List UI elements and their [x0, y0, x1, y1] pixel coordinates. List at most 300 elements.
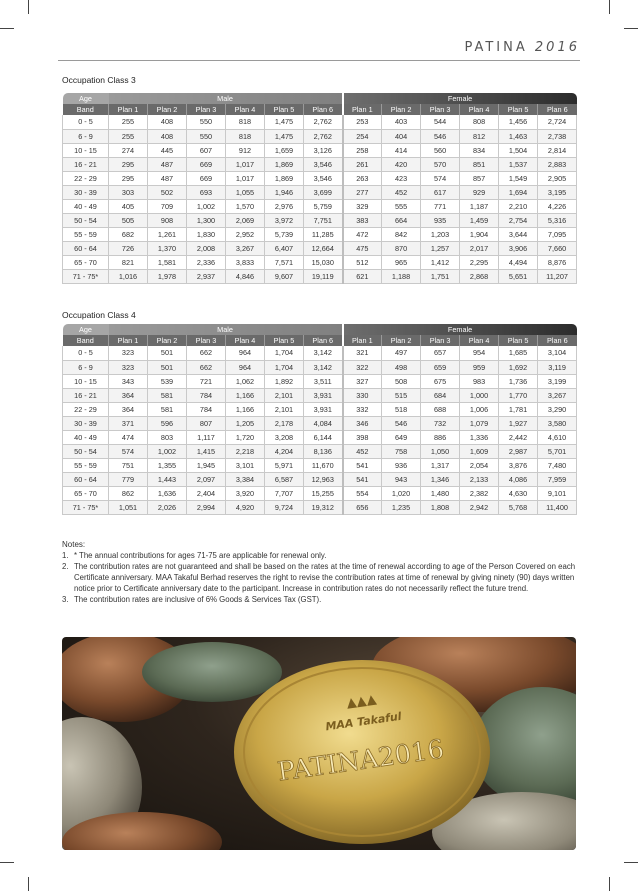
- rate-cell: 3,546: [304, 171, 343, 185]
- rate-cell: 364: [109, 402, 148, 416]
- table-row: [63, 360, 577, 374]
- rate-cell: 669: [187, 157, 226, 171]
- rate-cell: 263: [343, 171, 382, 185]
- rate-cell: 596: [148, 416, 187, 430]
- crop-mark: [28, 0, 29, 14]
- rate-cell: 664: [382, 213, 421, 227]
- rate-cell: 3,511: [304, 374, 343, 388]
- rate-cell: 4,086: [499, 472, 538, 486]
- rate-cell: 1,480: [421, 486, 460, 500]
- table-row: [63, 255, 577, 269]
- class4-title: Occupation Class 4: [62, 310, 136, 320]
- rate-cell: 546: [421, 129, 460, 143]
- rate-cell: 15,030: [304, 255, 343, 269]
- rate-cell: 771: [421, 199, 460, 213]
- class3-rates-table: [62, 93, 577, 284]
- rate-cell: 330: [343, 388, 382, 402]
- table-row: [63, 346, 577, 360]
- age-band-cell: 60 - 64: [63, 472, 109, 486]
- rate-cell: 1,017: [226, 171, 265, 185]
- rate-cell: 807: [187, 416, 226, 430]
- crop-mark: [609, 877, 610, 891]
- age-band-cell: 40 - 49: [63, 199, 109, 213]
- rate-cell: 721: [187, 374, 226, 388]
- rate-cell: 501: [148, 346, 187, 360]
- rate-cell: 1,000: [460, 388, 499, 402]
- rate-cell: 3,126: [304, 143, 343, 157]
- rate-cell: 1,346: [421, 472, 460, 486]
- rate-cell: 19,119: [304, 269, 343, 283]
- rate-cell: 2,404: [187, 486, 226, 500]
- rate-cell: 4,494: [499, 255, 538, 269]
- rate-cell: 1,166: [226, 388, 265, 402]
- rate-cell: 2,883: [538, 157, 577, 171]
- rate-cell: 5,768: [499, 500, 538, 514]
- rate-cell: 3,546: [304, 157, 343, 171]
- rate-cell: 1,736: [499, 374, 538, 388]
- coins-illustration: [62, 637, 576, 850]
- rate-cell: 943: [382, 472, 421, 486]
- rate-cell: 1,187: [460, 199, 499, 213]
- rate-cell: 1,050: [421, 444, 460, 458]
- age-band-cell: 71 - 75*: [63, 269, 109, 283]
- rate-cell: 1,609: [460, 444, 499, 458]
- rate-cell: 6,587: [265, 472, 304, 486]
- age-band-cell: 40 - 49: [63, 430, 109, 444]
- rate-cell: 1,300: [187, 213, 226, 227]
- rate-cell: 7,751: [304, 213, 343, 227]
- rate-cell: 2,017: [460, 241, 499, 255]
- rate-cell: 2,008: [187, 241, 226, 255]
- rate-cell: 505: [109, 213, 148, 227]
- rate-cell: 675: [421, 374, 460, 388]
- rate-cell: 2,218: [226, 444, 265, 458]
- rate-cell: 2,101: [265, 388, 304, 402]
- rate-cell: 607: [187, 143, 226, 157]
- table-row: [63, 213, 577, 227]
- rate-cell: 4,084: [304, 416, 343, 430]
- rate-cell: 383: [343, 213, 382, 227]
- rate-cell: 277: [343, 185, 382, 199]
- table-row: [63, 129, 577, 143]
- band-header: Band: [63, 335, 109, 346]
- rate-cell: 7,959: [538, 472, 577, 486]
- rate-cell: 656: [343, 500, 382, 514]
- rate-cell: 621: [343, 269, 382, 283]
- plan-header: Plan 6: [538, 335, 577, 346]
- age-band-cell: 22 - 29: [63, 171, 109, 185]
- table-row: [63, 143, 577, 157]
- rate-cell: 1,659: [265, 143, 304, 157]
- rate-cell: 2,382: [460, 486, 499, 500]
- rate-cell: 2,952: [226, 227, 265, 241]
- rate-cell: 965: [382, 255, 421, 269]
- rate-cell: 2,442: [499, 430, 538, 444]
- rate-cell: 1,463: [499, 129, 538, 143]
- male-header: Male: [109, 324, 343, 335]
- age-band-cell: 65 - 70: [63, 255, 109, 269]
- rate-cell: 4,204: [265, 444, 304, 458]
- rate-cell: 343: [109, 374, 148, 388]
- rate-cell: 732: [421, 416, 460, 430]
- table-row: [63, 500, 577, 514]
- table-row: [63, 458, 577, 472]
- rate-cell: 3,833: [226, 255, 265, 269]
- rate-cell: 498: [382, 360, 421, 374]
- rate-cell: 5,759: [304, 199, 343, 213]
- rate-cell: 3,931: [304, 388, 343, 402]
- rate-cell: 5,651: [499, 269, 538, 283]
- rate-cell: 2,724: [538, 115, 577, 129]
- rate-cell: 1,704: [265, 346, 304, 360]
- rate-cell: 1,006: [460, 402, 499, 416]
- rate-cell: 1,537: [499, 157, 538, 171]
- rate-cell: 445: [148, 143, 187, 157]
- table-row: [63, 444, 577, 458]
- rate-cell: 574: [421, 171, 460, 185]
- table-row: [63, 115, 577, 129]
- rate-cell: 487: [148, 171, 187, 185]
- rate-cell: 3,290: [538, 402, 577, 416]
- rate-cell: 7,095: [538, 227, 577, 241]
- rate-cell: 2,097: [187, 472, 226, 486]
- rate-cell: 649: [382, 430, 421, 444]
- rate-cell: 570: [421, 157, 460, 171]
- rate-cell: 857: [460, 171, 499, 185]
- age-band-cell: 65 - 70: [63, 486, 109, 500]
- rate-cell: 371: [109, 416, 148, 430]
- rate-cell: 497: [382, 346, 421, 360]
- rate-cell: 834: [460, 143, 499, 157]
- rate-cell: 408: [148, 129, 187, 143]
- rate-cell: 935: [421, 213, 460, 227]
- rate-cell: 1,257: [421, 241, 460, 255]
- rate-cell: 329: [343, 199, 382, 213]
- age-band-cell: 55 - 59: [63, 227, 109, 241]
- rate-cell: 1,020: [382, 486, 421, 500]
- rate-cell: 1,869: [265, 157, 304, 171]
- rate-cell: 295: [109, 171, 148, 185]
- rate-cell: 2,937: [187, 269, 226, 283]
- rate-cell: 3,876: [499, 458, 538, 472]
- plan-header: Plan 5: [265, 104, 304, 115]
- age-band-cell: 10 - 15: [63, 143, 109, 157]
- rate-cell: 3,195: [538, 185, 577, 199]
- rate-cell: 414: [382, 143, 421, 157]
- rate-cell: 818: [226, 129, 265, 143]
- rate-cell: 657: [421, 346, 460, 360]
- rate-cell: 4,846: [226, 269, 265, 283]
- rate-cell: 452: [343, 444, 382, 458]
- table-row: [63, 227, 577, 241]
- header-divider: [58, 60, 580, 61]
- rate-cell: 3,384: [226, 472, 265, 486]
- age-band-cell: 50 - 54: [63, 213, 109, 227]
- rate-cell: 7,571: [265, 255, 304, 269]
- rate-cell: 1,336: [460, 430, 499, 444]
- rate-cell: 669: [187, 171, 226, 185]
- rate-cell: 2,754: [499, 213, 538, 227]
- rate-cell: 398: [343, 430, 382, 444]
- rate-cell: 515: [382, 388, 421, 402]
- rate-cell: 332: [343, 402, 382, 416]
- rate-cell: 502: [148, 185, 187, 199]
- rate-cell: 274: [109, 143, 148, 157]
- rate-cell: 2,101: [265, 402, 304, 416]
- rate-cell: 3,931: [304, 402, 343, 416]
- rate-cell: 2,210: [499, 199, 538, 213]
- band-header: Band: [63, 104, 109, 115]
- rate-cell: 1,370: [148, 241, 187, 255]
- rate-cell: 1,205: [226, 416, 265, 430]
- brand-header: [464, 40, 580, 55]
- rate-cell: 1,475: [265, 115, 304, 129]
- rate-cell: 1,459: [460, 213, 499, 227]
- rate-cell: 2,738: [538, 129, 577, 143]
- rate-cell: 2,054: [460, 458, 499, 472]
- female-header: Female: [343, 93, 577, 104]
- plan-header: Plan 3: [421, 335, 460, 346]
- age-band-cell: 55 - 59: [63, 458, 109, 472]
- age-header: Age: [63, 93, 109, 104]
- rate-cell: 2,868: [460, 269, 499, 283]
- plan-header: Plan 1: [109, 104, 148, 115]
- brand-name: PATINA: [464, 40, 528, 55]
- rate-cell: 1,117: [187, 430, 226, 444]
- rate-cell: 1,581: [148, 255, 187, 269]
- rate-cell: 12,664: [304, 241, 343, 255]
- rate-cell: 1,869: [265, 171, 304, 185]
- rate-cell: 758: [382, 444, 421, 458]
- rate-cell: 1,415: [187, 444, 226, 458]
- notes-title: Notes:: [62, 540, 86, 549]
- rate-cell: 508: [382, 374, 421, 388]
- notes-list: [62, 550, 582, 605]
- plan-header: Plan 1: [109, 335, 148, 346]
- rate-cell: 2,295: [460, 255, 499, 269]
- age-band-cell: 71 - 75*: [63, 500, 109, 514]
- rate-cell: 303: [109, 185, 148, 199]
- rate-cell: 5,701: [538, 444, 577, 458]
- rate-cell: 261: [343, 157, 382, 171]
- rate-cell: 546: [382, 416, 421, 430]
- rate-cell: 3,208: [265, 430, 304, 444]
- age-band-cell: 22 - 29: [63, 402, 109, 416]
- rate-cell: 1,830: [187, 227, 226, 241]
- rate-cell: 3,972: [265, 213, 304, 227]
- rate-cell: 751: [109, 458, 148, 472]
- rate-cell: 1,692: [499, 360, 538, 374]
- rate-cell: 9,101: [538, 486, 577, 500]
- svg-text:▲▲▲: ▲▲▲: [345, 692, 378, 712]
- plan-header: Plan 3: [421, 104, 460, 115]
- rate-cell: 7,660: [538, 241, 577, 255]
- rate-cell: 420: [382, 157, 421, 171]
- rate-cell: 5,971: [265, 458, 304, 472]
- rate-cell: 908: [148, 213, 187, 227]
- rate-cell: 779: [109, 472, 148, 486]
- rate-cell: 1,166: [226, 402, 265, 416]
- rate-cell: 1,945: [187, 458, 226, 472]
- rate-cell: 423: [382, 171, 421, 185]
- rate-cell: 2,905: [538, 171, 577, 185]
- table-row: [63, 269, 577, 283]
- rate-cell: 784: [187, 388, 226, 402]
- rate-cell: 1,355: [148, 458, 187, 472]
- rate-cell: 1,412: [421, 255, 460, 269]
- rate-cell: 936: [382, 458, 421, 472]
- rate-cell: 2,336: [187, 255, 226, 269]
- crop-mark: [0, 28, 14, 29]
- rate-cell: 2,942: [460, 500, 499, 514]
- rate-cell: 964: [226, 346, 265, 360]
- rate-cell: 452: [382, 185, 421, 199]
- rate-cell: 3,580: [538, 416, 577, 430]
- age-band-cell: 6 - 9: [63, 129, 109, 143]
- crop-mark: [624, 28, 638, 29]
- rate-cell: 550: [187, 115, 226, 129]
- rate-cell: 11,670: [304, 458, 343, 472]
- table-row: [63, 374, 577, 388]
- rate-cell: 7,480: [538, 458, 577, 472]
- table-row: [63, 430, 577, 444]
- rate-cell: 862: [109, 486, 148, 500]
- rate-cell: 3,199: [538, 374, 577, 388]
- rate-cell: 1,062: [226, 374, 265, 388]
- age-band-cell: 6 - 9: [63, 360, 109, 374]
- rate-cell: 323: [109, 360, 148, 374]
- crop-mark: [609, 0, 610, 14]
- rate-cell: 1,456: [499, 115, 538, 129]
- rate-cell: 684: [421, 388, 460, 402]
- rate-cell: 554: [343, 486, 382, 500]
- rate-cell: 518: [382, 402, 421, 416]
- plan-header: Plan 2: [148, 335, 187, 346]
- plan-header: Plan 4: [460, 104, 499, 115]
- rate-cell: 253: [343, 115, 382, 129]
- rate-cell: 544: [421, 115, 460, 129]
- rate-cell: 2,069: [226, 213, 265, 227]
- age-band-cell: 0 - 5: [63, 346, 109, 360]
- rate-cell: 255: [109, 129, 148, 143]
- rate-cell: 1,317: [421, 458, 460, 472]
- rate-cell: 405: [109, 199, 148, 213]
- rate-cell: 1,016: [109, 269, 148, 283]
- table-row: [63, 416, 577, 430]
- plan-header: Plan 4: [226, 335, 265, 346]
- plan-header: Plan 2: [148, 104, 187, 115]
- rate-cell: 2,133: [460, 472, 499, 486]
- plan-header: Plan 2: [382, 335, 421, 346]
- coins-photo: [62, 637, 576, 850]
- female-header: Female: [343, 324, 577, 335]
- crop-mark: [624, 862, 638, 863]
- rate-cell: 3,920: [226, 486, 265, 500]
- rate-cell: 3,104: [538, 346, 577, 360]
- rate-cell: 959: [460, 360, 499, 374]
- rate-cell: 929: [460, 185, 499, 199]
- rate-cell: 1,475: [265, 129, 304, 143]
- rate-cell: 688: [421, 402, 460, 416]
- rate-cell: 4,920: [226, 500, 265, 514]
- rate-cell: 808: [460, 115, 499, 129]
- rate-cell: 912: [226, 143, 265, 157]
- rate-cell: 7,707: [265, 486, 304, 500]
- class4-rates-table: [62, 324, 577, 515]
- rate-cell: 472: [343, 227, 382, 241]
- rate-cell: 8,876: [538, 255, 577, 269]
- rate-cell: 842: [382, 227, 421, 241]
- rate-cell: 258: [343, 143, 382, 157]
- rate-cell: 9,607: [265, 269, 304, 283]
- note-item: 2. The contribution rates are not guaranteed and shall be based on the rates at the time of renewal according to age of the Person Covered on each Certificate anniversary. MAA Takaful Berhad reserves the right to revise the contribution rates at time of renewal by giving ninety (90) days written notice prior to Certificate anniversary date to the participant. Increase in contribution rates do not necessarily reflect the future trend.: [62, 562, 576, 593]
- rate-cell: 3,101: [226, 458, 265, 472]
- rate-cell: 1,504: [499, 143, 538, 157]
- rate-cell: 3,906: [499, 241, 538, 255]
- plan-header: Plan 5: [499, 104, 538, 115]
- plan-header: Plan 4: [226, 104, 265, 115]
- coin-title-text: PATINA2016: [275, 734, 447, 788]
- rate-cell: 2,026: [148, 500, 187, 514]
- rate-cell: 1,051: [109, 500, 148, 514]
- rate-cell: 662: [187, 360, 226, 374]
- table-row: [63, 185, 577, 199]
- rate-cell: 1,017: [226, 157, 265, 171]
- brand-year: 2016: [534, 40, 580, 55]
- plan-header: Plan 1: [343, 335, 382, 346]
- plan-header: Plan 2: [382, 104, 421, 115]
- notes-section: [62, 539, 582, 605]
- rate-cell: 1,904: [460, 227, 499, 241]
- table-row: [63, 388, 577, 402]
- rate-cell: 581: [148, 402, 187, 416]
- rate-cell: 4,630: [499, 486, 538, 500]
- crop-mark: [28, 877, 29, 891]
- rate-cell: 408: [148, 115, 187, 129]
- rate-cell: 1,704: [265, 360, 304, 374]
- rate-cell: 1,002: [148, 444, 187, 458]
- rate-cell: 1,694: [499, 185, 538, 199]
- rate-cell: 5,739: [265, 227, 304, 241]
- rate-cell: 11,207: [538, 269, 577, 283]
- rate-cell: 255: [109, 115, 148, 129]
- rate-cell: 2,762: [304, 115, 343, 129]
- age-header: Age: [63, 324, 109, 335]
- rate-cell: 3,644: [499, 227, 538, 241]
- coin-brand-text: MAA Takaful: [324, 709, 403, 734]
- rate-cell: 4,226: [538, 199, 577, 213]
- class3-title: Occupation Class 3: [62, 75, 136, 85]
- rate-cell: 662: [187, 346, 226, 360]
- rate-cell: 1,549: [499, 171, 538, 185]
- rate-cell: 964: [226, 360, 265, 374]
- rate-cell: 812: [460, 129, 499, 143]
- rate-cell: 1,781: [499, 402, 538, 416]
- rate-cell: 3,142: [304, 360, 343, 374]
- rate-cell: 581: [148, 388, 187, 402]
- rate-cell: 487: [148, 157, 187, 171]
- rate-cell: 2,987: [499, 444, 538, 458]
- table-row: [63, 157, 577, 171]
- plan-header: Plan 6: [304, 104, 343, 115]
- rate-cell: 1,079: [460, 416, 499, 430]
- coin-shape: [142, 642, 282, 702]
- rate-cell: 1,720: [226, 430, 265, 444]
- rate-cell: 555: [382, 199, 421, 213]
- rate-cell: 321: [343, 346, 382, 360]
- note-item: 3. The contribution rates are inclusive of 6% Goods & Services Tax (GST).: [62, 595, 322, 604]
- rate-cell: 1,443: [148, 472, 187, 486]
